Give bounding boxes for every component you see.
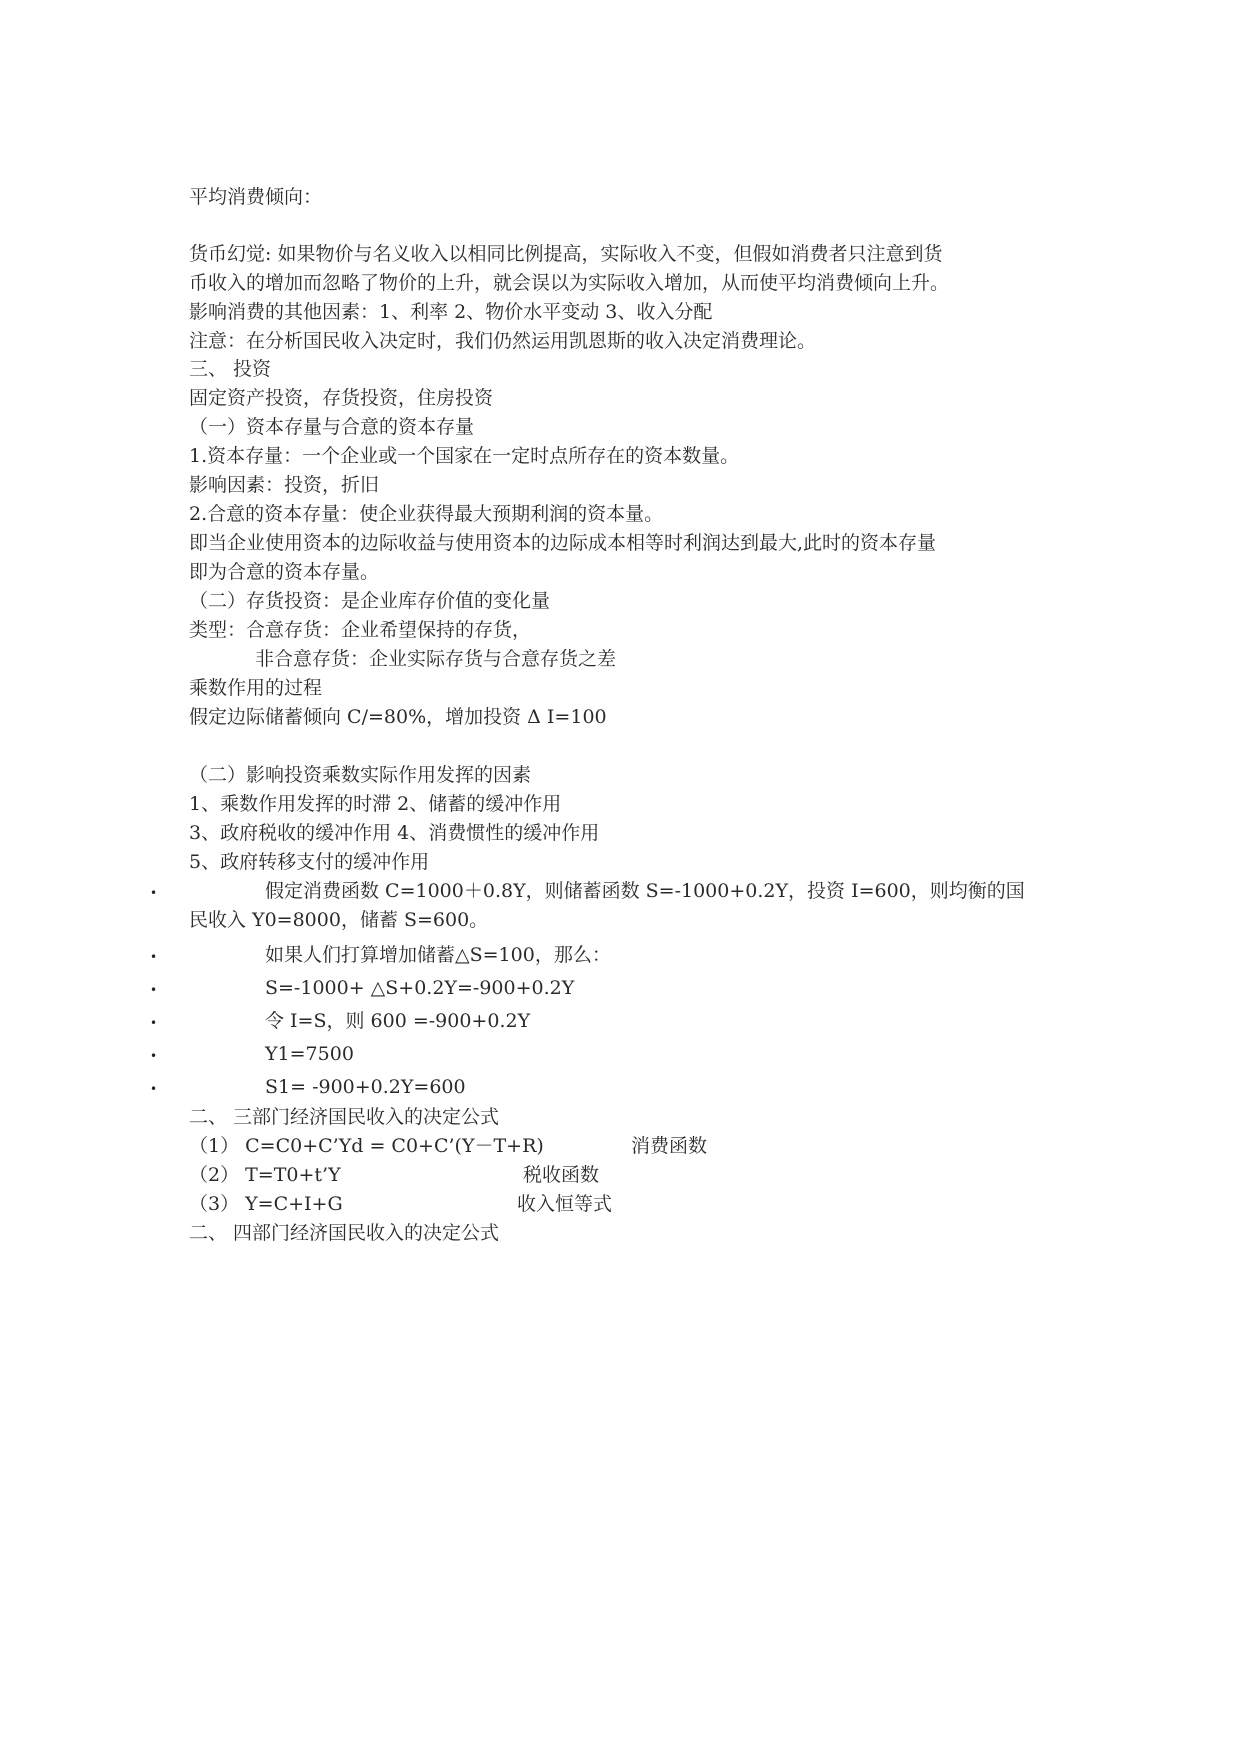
list-factors-2: 3、政府税收的缓冲作用 4、消费惯性的缓冲作用 xyxy=(189,822,600,844)
bullet-text-y1: Y1=7500 xyxy=(265,1043,354,1065)
bullet-marker: • xyxy=(150,886,158,900)
bullet-marker: • xyxy=(150,1082,158,1096)
bullet-text-let-i-equal-s: 令 I=S，则 600 =-900+0.2Y xyxy=(265,1010,531,1032)
formula-consumption: （1） C=C0+C’Yd = C0+C’(Y－T+R) xyxy=(189,1135,544,1157)
bullet-marker: • xyxy=(150,983,158,997)
bullet-marker: • xyxy=(150,950,158,964)
section-heading-investment: 三、 投资 xyxy=(189,358,272,380)
bullet-text-saving-function: S=-1000+ △S+0.2Y=-900+0.2Y xyxy=(265,977,575,999)
paragraph-marginal-1: 即当企业使用资本的边际收益与使用资本的边际成本相等时利润达到最大,此时的资本存量 xyxy=(189,532,937,554)
formula-consumption-label: 消费函数 xyxy=(631,1135,708,1157)
paragraph-marginal-2: 即为合意的资本存量。 xyxy=(189,561,380,583)
paragraph-undesired-inventory: 非合意存货：企业实际存货与合意存货之差 xyxy=(255,648,617,670)
formula-identity-label: 收入恒等式 xyxy=(517,1193,613,1215)
subheading-capital-stock: （一）资本存量与合意的资本存量 xyxy=(189,416,475,438)
bullet-marker: • xyxy=(150,1049,158,1063)
bullet-marker: • xyxy=(150,1016,158,1030)
paragraph-money-illusion-2: 币收入的增加而忽略了物价的上升，就会误以为实际收入增加，从而使平均消费倾向上升。 xyxy=(189,272,950,294)
formula-identity: （3） Y=C+I+G xyxy=(189,1193,343,1215)
heading-average-propensity: 平均消费倾向： xyxy=(189,186,323,208)
subheading-multiplier-factors: （二）影响投资乘数实际作用发挥的因素 xyxy=(189,764,532,786)
paragraph-multiplier-process: 乘数作用的过程 xyxy=(189,677,323,699)
heading-three-sector: 二、 三部门经济国民收入的决定公式 xyxy=(189,1106,500,1128)
paragraph-desired-capital: 2.合意的资本存量：使企业获得最大预期利润的资本量。 xyxy=(189,503,664,525)
subheading-inventory-investment: （二）存货投资：是企业库存价值的变化量 xyxy=(189,590,551,612)
paragraph-other-factors: 影响消费的其他因素：1、利率 2、物价水平变动 3、收入分配 xyxy=(189,301,713,323)
paragraph-influencing-factors: 影响因素：投资，折旧 xyxy=(189,474,380,496)
paragraph-money-illusion-1: 货币幻觉: 如果物价与名义收入以相同比例提高，实际收入不变，但假如消费者只注意到货 xyxy=(189,243,943,265)
list-factors-1: 1、乘数作用发挥的时滞 2、储蓄的缓冲作用 xyxy=(189,793,562,815)
list-factors-3: 5、政府转移支付的缓冲作用 xyxy=(189,851,430,873)
heading-four-sector: 二、 四部门经济国民收入的决定公式 xyxy=(189,1222,500,1244)
formula-tax: （2） T=T0+t’Y xyxy=(189,1164,341,1186)
paragraph-inventory-types: 类型：合意存货：企业希望保持的存货， xyxy=(189,619,532,641)
bullet-text-consumption-function: 假定消费函数 C=1000＋0.8Y，则储蓄函数 S=-1000+0.2Y，投资 I=600，则均衡的国 xyxy=(265,880,1025,902)
bullet-text-equilibrium: 民收入 Y0=8000，储蓄 S=600。 xyxy=(189,909,489,931)
bullet-text-increase-saving: 如果人们打算增加储蓄△S=100，那么： xyxy=(265,944,611,966)
paragraph-assumption: 假定边际储蓄倾向 C/=80%，增加投资 Δ I=100 xyxy=(189,706,607,728)
paragraph-note: 注意：在分析国民收入决定时，我们仍然运用凯恩斯的收入决定消费理论。 xyxy=(189,330,817,352)
paragraph-capital-stock: 1.资本存量：一个企业或一个国家在一定时点所存在的资本数量。 xyxy=(189,445,740,467)
paragraph-investment-types: 固定资产投资，存货投资，住房投资 xyxy=(189,387,494,409)
formula-tax-label: 税收函数 xyxy=(523,1164,600,1186)
bullet-text-s1: S1= -900+0.2Y=600 xyxy=(265,1076,466,1098)
